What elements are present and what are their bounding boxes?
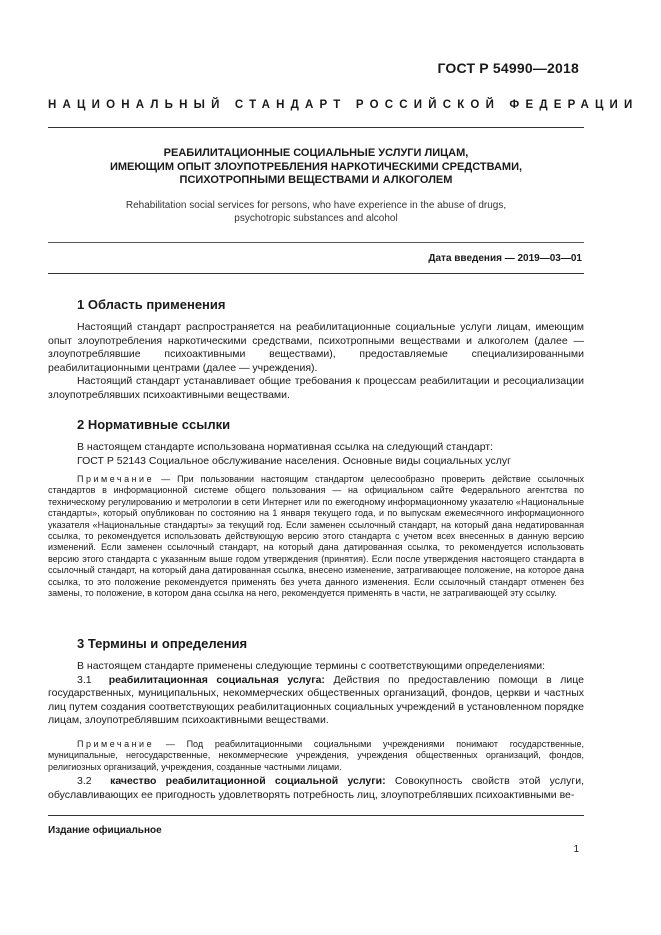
section-2-body <box>48 441 584 468</box>
page-number: 1 <box>573 844 579 855</box>
footer-divider <box>48 815 584 816</box>
introduction-date: Дата введения — 2019—03—01 <box>428 253 582 264</box>
official-edition-label: Издание официальное <box>48 825 162 836</box>
title-line-1: РЕАБИЛИТАЦИОННЫЕ СОЦИАЛЬНЫЕ УСЛУГИ ЛИЦАМ, <box>163 147 469 159</box>
section-3-intro: В настоящем стандарте применены следующие термины с соответствующими определениями: <box>77 660 546 672</box>
title-line-3: ПСИХОТРОПНЫМИ ВЕЩЕСТВАМИ И АЛКОГОЛЕМ <box>179 174 453 186</box>
note-text: — При пользовании настоящим стандартом целесообразно проверить действие ссылочных стандартов в информационной системе общего пользования — на официальном сайте Федерального агентства по техническому регулированию и метрологии в сети Интернет или по ежегодному информационному указателю «Национальные стандарты», который опубликован по состоянию на 1 января текущего года, и по выпускам ежемесячного информационного указателя «Национальные стандарты» за текущий год. Если заменен ссылочный стандарт, на который дана недатированная ссылка, то рекомендуется использовать действующую версию этого стандарта с учетом всех внесенных в данную версию изменений. Если заменен ссылочный стандарт, на который дана датированная ссылка, то рекомендуется использовать версию этого стандарта с указанным выше годом утверждения (принятия). Если после утверждения настоящего стандарта в ссылочный стандарт, на который дана датированная ссылка, внесено изменение, затрагивающее положение, на которое дана ссылка, то это положение рекомендуется применять без учета данного изменения. Если ссылочный стандарт отменен без замены, то положение, в котором дана ссылка на него, рекомендуется применять в части, не затрагивающей эту ссылку. <box>48 474 584 599</box>
section-3-heading: 3 Термины и определения <box>77 636 248 651</box>
section-2-paragraph-1: В настоящем стандарте использована нормативная ссылка на следующий стандарт: <box>77 441 494 453</box>
document-title <box>48 147 584 188</box>
section-3-intro-block <box>48 660 584 728</box>
section-1-paragraph-1: Настоящий стандарт распространяется на реабилитационные социальные услуги лицам, имеющим опыт злоупотребления наркотическими средствами, психотропными веществами и алкоголем (далее — злоупотреблявшие психоактивными веществами), предоставляемые специализированными реабилитационными центрами (далее — учреждения). <box>48 321 584 374</box>
standard-number: ГОСТ Р 54990—2018 <box>437 60 579 76</box>
section-2-note <box>48 474 584 599</box>
section-2-reference: ГОСТ Р 52143 Социальное обслуживание населения. Основные виды социальных услуг <box>77 454 512 467</box>
note-label: Примечание <box>77 474 155 484</box>
term-3-2 <box>48 775 584 802</box>
note-label-3: Примечание <box>77 739 155 749</box>
note-text-3: — Под реабилитационными социальными учреждениями понимают государственные, муниципальные, негосударственные, некоммерческие учреждения, учреждения общественных организаций, фондов, религиозных организаций, учреждения, созданные частными лицами. <box>48 739 584 772</box>
section-1-paragraph-2: Настоящий стандарт устанавливает общие требования к процессам реабилитации и ресоциализации злоупотреблявших психоактивными веществами. <box>48 375 584 401</box>
title-divider <box>48 242 584 243</box>
national-standard-banner: НАЦИОНАЛЬНЫЙ СТАНДАРТ РОССИЙСКОЙ ФЕДЕРАЦИИ <box>48 99 639 111</box>
section-2-heading: 2 Нормативные ссылки <box>77 417 231 432</box>
term-3-1-term: реабилитационная социальная услуга: <box>108 673 325 686</box>
title-line-2: ИМЕЮЩИМ ОПЫТ ЗЛОУПОТРЕБЛЕНИЯ НАРКОТИЧЕСКИМИ СРЕДСТВАМИ, <box>109 160 523 173</box>
term-3-2-term: качество реабилитационной социальной услуги: <box>110 775 386 787</box>
english-title <box>48 200 584 225</box>
term-3-1 <box>48 674 584 728</box>
date-divider <box>48 273 584 274</box>
term-3-1-number: 3.1 <box>77 673 92 686</box>
english-title-line-2: psychotropic substances and alcohol <box>234 212 398 224</box>
term-3-2-number: 3.2 <box>77 775 92 787</box>
term-3-2-block <box>48 775 584 802</box>
section-1-body <box>48 321 584 403</box>
header-divider <box>48 127 584 128</box>
english-title-line-1: Rehabilitation social services for persons, who have experience in the abuse of drugs, <box>125 200 507 211</box>
section-1-heading: 1 Область применения <box>77 297 226 312</box>
term-3-2-definition: Совокупность свойств этой услуги, обуславливающих ее пригодность удовлетворять потребность лиц, злоупотреблявших психоактивными ве- <box>48 775 584 801</box>
term-3-1-definition: Действия по предоставлению помощи в лице государственных, муниципальных, некоммерческих общественных организаций, фондов, церкви и частных лиц путем создания соответствующих реабилитационных социальных учреждений в установленном порядке лицам, злоупотреблявшим психоактивными веществами. <box>48 673 584 727</box>
section-3-note <box>48 739 584 773</box>
